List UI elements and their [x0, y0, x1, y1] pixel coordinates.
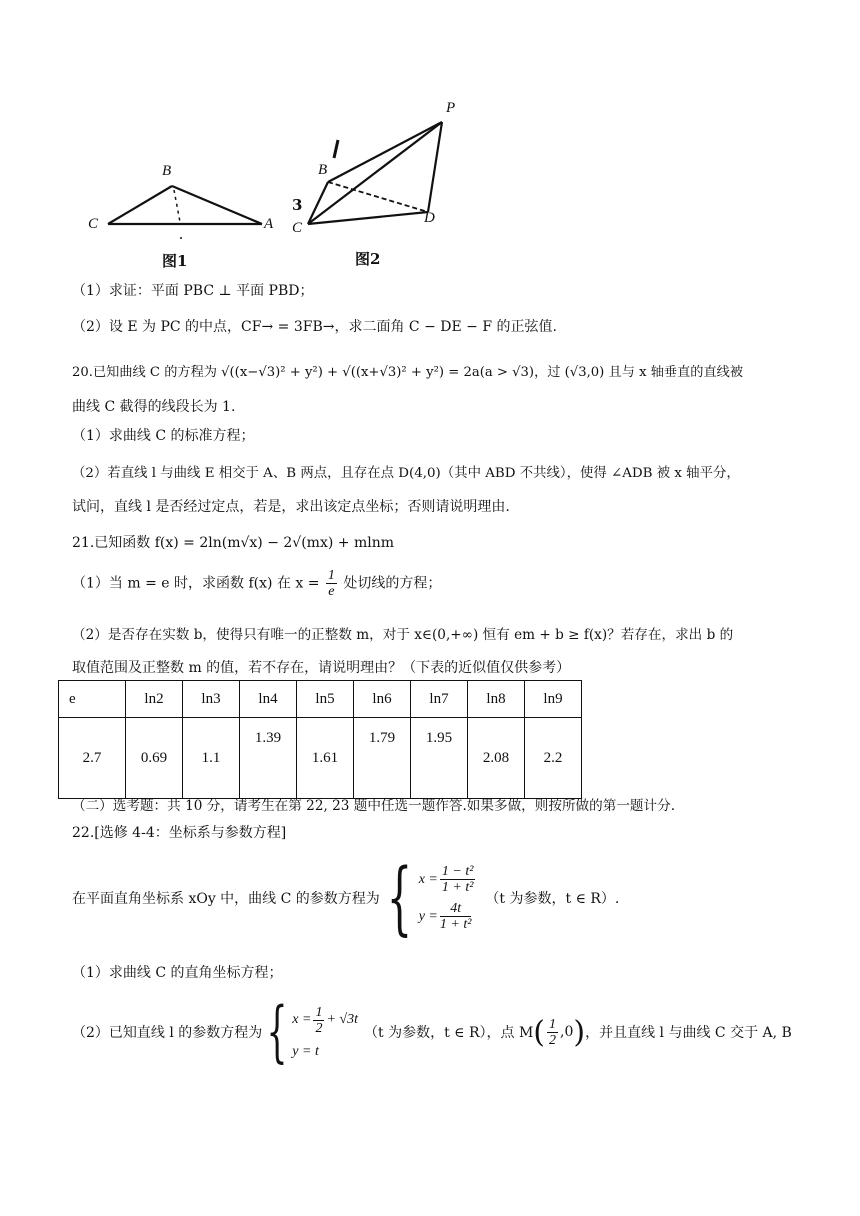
q21-part2-line2: 取值范围及正整数 m 的值，若不存在，请说明理由？（下表的近似值仅供参考） — [72, 660, 571, 676]
fig2-caption: 图2 — [355, 250, 381, 268]
line-x-den: 2 — [315, 1020, 323, 1036]
curve-x-frac — [440, 864, 476, 895]
point-m-rest: ,0 — [560, 1024, 574, 1040]
q22-part2-post: ，并且直线 l 与曲线 C 交于 A, B — [585, 1025, 792, 1041]
line-x-lhs: x = — [292, 1012, 312, 1027]
table-header-cell: e — [59, 681, 126, 718]
q21-stem: 21.已知函数 f(x) = 2ln(m√x) − 2√(mx) + mlnm — [72, 535, 394, 551]
curve-x-num: 1 − t² — [441, 864, 474, 879]
table-value-cell: 0.69 — [126, 718, 183, 799]
line-y-eq: y = t — [292, 1043, 319, 1059]
table-header-cell: ln8 — [468, 681, 525, 718]
ln-value-table — [58, 680, 582, 799]
curve-y-frac — [440, 901, 472, 932]
table-value-cell: 2.7 — [59, 718, 126, 799]
q20-part1: （1）求曲线 C 的标准方程； — [72, 428, 255, 444]
q22-stem — [72, 852, 619, 944]
curve-y-num: 4t — [440, 901, 472, 917]
section-2-heading: （二）选考题：共 10 分，请考生在第 22, 23 题中任选一题作答.如果多做，则按所做的第一题计分. — [72, 798, 676, 814]
left-brace: { — [386, 851, 412, 944]
table-value-cell: 1.61 — [297, 718, 354, 799]
line-x-rest: + √3t — [326, 1012, 358, 1027]
q21-part1-post: 处切线的方程； — [343, 575, 442, 592]
curve-y-lhs: y = — [418, 908, 438, 924]
point-m-den: 2 — [549, 1032, 557, 1048]
table-header-cell: ln2 — [126, 681, 183, 718]
table-header-cell: ln6 — [354, 681, 411, 718]
table-header-cell: ln4 — [240, 681, 297, 718]
table-header-cell: ln3 — [183, 681, 240, 718]
fig2-label-d: D — [424, 210, 435, 226]
curve-x-lhs: x = — [418, 871, 438, 887]
curve-x-den: 1 + t² — [441, 880, 474, 895]
figure-2 — [290, 100, 470, 240]
q22-part1: （1）求曲线 C 的直角坐标方程； — [72, 965, 283, 981]
fig2-label-p: P — [446, 100, 456, 116]
fig1-caption: 图1 — [162, 252, 188, 270]
right-paren: ) — [573, 1014, 586, 1050]
line-x-eq — [292, 1005, 358, 1036]
point-m-num: 1 — [549, 1016, 557, 1032]
curve-y-den: 1 + t² — [439, 917, 472, 932]
table-value-cell: 2.08 — [468, 718, 525, 799]
line-x-num: 1 — [315, 1004, 323, 1020]
fig2-label-c: C — [292, 220, 303, 236]
line-x-frac — [313, 1005, 324, 1036]
q22-title: 22.[选修 4-4：坐标系与参数方程] — [72, 825, 287, 841]
table-header-cell: ln9 — [525, 681, 582, 718]
curve-x-eq — [419, 864, 478, 895]
q20-part2-line2: 试问，直线 l 是否经过定点，若是，求出该定点坐标；否则请说明理由. — [72, 499, 510, 515]
q22-part2-mid: （t 为参数，t ∈ R），点 M — [364, 1025, 534, 1041]
fig2-label-b: B — [318, 162, 328, 178]
q21-part2-line1: （2）是否存在实数 b，使得只有唯一的正整数 m，对于 x∈(0,+∞) 恒有 em + b ≥ f(x)？若存在，求出 b 的 — [72, 627, 734, 643]
q21-part1 — [72, 568, 441, 599]
q21-frac-num: 1 — [327, 568, 335, 583]
curve-y-eq — [419, 901, 478, 932]
q20-stem-line1: 20.已知曲线 C 的方程为 √((x−√3)² + y²) + √((x+√3)² + y²) = 2a(a > √3)，过 (√3,0) 且与 x 轴垂直的直线被 — [72, 365, 744, 380]
q21-frac-den: e — [328, 584, 335, 599]
table-value-cell: 1.1 — [183, 718, 240, 799]
left-brace: { — [266, 993, 288, 1070]
q22-part2 — [72, 994, 792, 1070]
q20-stem-line2: 曲线 C 截得的线段长为 1. — [72, 399, 236, 415]
table-header-cell: ln5 — [297, 681, 354, 718]
fig1-label-c: C — [88, 216, 99, 232]
line-param-system — [292, 1005, 358, 1060]
table-value-cell: 2.2 — [525, 718, 582, 799]
q19-part1: （1）求证：平面 PBC ⊥ 平面 PBD； — [72, 283, 314, 299]
table-value-cell: 1.79 — [354, 718, 411, 799]
fig2-label-three: 3 — [292, 196, 303, 214]
table-header-cell: ln7 — [411, 681, 468, 718]
q21-fraction — [326, 568, 337, 599]
table-value-cell: 1.39 — [240, 718, 297, 799]
fig1-label-b: B — [162, 163, 172, 179]
left-paren: ( — [533, 1014, 546, 1050]
curve-param-system — [419, 864, 478, 932]
q20-part2-line1: （2）若直线 l 与曲线 E 相交于 A、B 两点，且存在点 D(4,0)（其中 ABD 不共线），使得 ∠ADB 被 x 轴平分， — [72, 466, 740, 481]
q19-part2: （2）设 E 为 PC 的中点，CF→ = 3FB→，求二面角 C − DE − F 的正弦值. — [72, 319, 557, 335]
fig1-label-a: A — [264, 216, 274, 232]
table-header-row — [59, 681, 582, 718]
table-value-cell: 1.95 — [411, 718, 468, 799]
q21-part1-pre: （1）当 m = e 时，求函数 f(x) 在 x = — [72, 575, 320, 592]
figure-1 — [80, 150, 280, 250]
q22-stem-pre: 在平面直角坐标系 xOy 中，曲线 C 的参数方程为 — [72, 891, 380, 907]
q22-stem-post: （t 为参数，t ∈ R）. — [485, 891, 620, 907]
table-value-row — [59, 718, 582, 799]
point-m-frac — [547, 1017, 558, 1048]
q22-part2-pre: （2）已知直线 l 的参数方程为 — [72, 1025, 263, 1041]
